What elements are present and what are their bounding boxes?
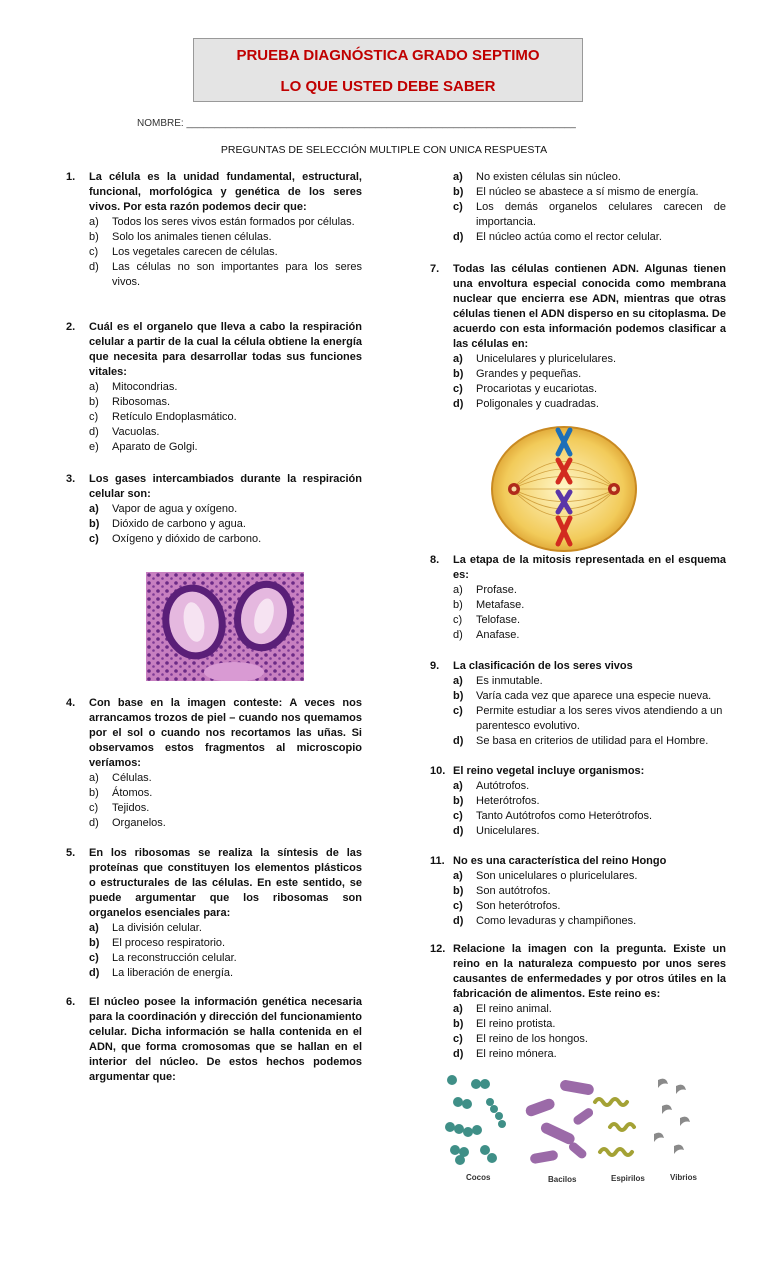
question-6-options xyxy=(430,170,726,245)
label-espirilos: Espirilos xyxy=(611,1174,645,1183)
question-7 xyxy=(430,262,726,412)
question-text: El reino vegetal incluye organismos: xyxy=(453,765,645,777)
option: c) Tejidos. xyxy=(89,802,150,814)
option: a) Vapor de agua y oxígeno. xyxy=(89,503,238,515)
option: d) Organelos. xyxy=(89,817,166,829)
page-subtitle: LO QUE USTED DEBE SABER xyxy=(280,78,496,95)
question-1 xyxy=(66,170,362,290)
option: c) Los vegetales carecen de células. xyxy=(89,246,278,258)
tissue-micrograph-image xyxy=(146,572,304,681)
option: b) Solo los animales tienen células. xyxy=(89,231,272,243)
question-number: 8. xyxy=(430,554,440,566)
option: c) Son heterótrofos. xyxy=(453,900,561,912)
option: b) Grandes y pequeñas. xyxy=(453,368,582,380)
option: b) El reino protista. xyxy=(453,1018,556,1030)
option: d) La liberación de energía. xyxy=(89,967,234,979)
question-number: 12. xyxy=(430,943,446,955)
option: b) Metafase. xyxy=(453,599,525,611)
question-text: La clasificación de los seres vivos xyxy=(453,660,633,672)
question-12 xyxy=(430,942,726,1062)
page-title: PRUEBA DIAGNÓSTICA GRADO SEPTIMO xyxy=(236,47,540,64)
question-number: 3. xyxy=(66,473,76,485)
question-8 xyxy=(430,553,726,643)
option: d) Anafase. xyxy=(453,629,520,641)
question-number: 7. xyxy=(430,263,440,275)
option: a) Autótrofos. xyxy=(453,780,530,792)
option: e) Aparato de Golgi. xyxy=(89,441,198,453)
label-vibrios: Vibrios xyxy=(670,1173,697,1182)
question-text: Cuál es el organelo que lleva a cabo la respiración celular a partir de la cual la célula obtiene la energía que necesita para desarrollar todas sus funciones vitales: xyxy=(89,321,362,378)
label-bacilos: Bacilos xyxy=(548,1175,577,1184)
option: d) Unicelulares. xyxy=(453,825,540,837)
option: c) La reconstrucción celular. xyxy=(89,952,237,964)
question-number: 11. xyxy=(430,855,445,867)
option: d) Vacuolas. xyxy=(89,426,160,438)
question-text: En los ribosomas se realiza la síntesis de las proteínas que constituyen los elementos plásticos o estructurales de las células. En este sentido, se puede argumentar que los ribosomas son organelos esenciales para: xyxy=(89,847,362,919)
option: d) Se basa en criterios de utilidad para el Hombre. xyxy=(453,735,709,747)
option: b) Son autótrofos. xyxy=(453,885,551,897)
question-number: 5. xyxy=(66,847,76,859)
question-6 xyxy=(66,995,362,1085)
option: c) Los demás organelos celulares carecen de importancia. xyxy=(453,201,726,228)
option: c) Telofase. xyxy=(453,614,521,626)
question-number: 1. xyxy=(66,171,76,183)
option: b) El núcleo se abastece a sí mismo de energía. xyxy=(453,186,699,198)
option: c) Tanto Autótrofos como Heterótrofos. xyxy=(453,810,653,822)
option: c) Permite estudiar a los seres vivos atendiendo a un parentesco evolutivo. xyxy=(453,705,723,732)
option: a) Células. xyxy=(89,772,152,784)
question-text: La etapa de la mitosis representada en el esquema es: xyxy=(453,554,726,581)
option: c) Retículo Endoplasmático. xyxy=(89,411,237,423)
option: c) El reino de los hongos. xyxy=(453,1033,588,1045)
question-9 xyxy=(430,659,726,749)
question-number: 6. xyxy=(66,996,76,1008)
option: d) Las células no son importantes para los seres vivos. xyxy=(89,261,362,288)
option: d) El reino mónera. xyxy=(453,1048,557,1060)
question-number: 10. xyxy=(430,765,446,777)
option: b) Dióxido de carbono y agua. xyxy=(89,518,246,530)
question-number: 2. xyxy=(66,321,76,333)
question-text: La célula es la unidad fundamental, estructural, funcional, morfológica y genética de los seres vivos. Por esta razón podemos decir que: xyxy=(89,171,362,213)
label-cocos: Cocos xyxy=(466,1173,491,1182)
question-4 xyxy=(66,696,362,831)
option: b) Heterótrofos. xyxy=(453,795,540,807)
question-text: Todas las células contienen ADN. Algunas tienen una envoltura especial conocida como membrana nuclear que encierra ese ADN, mientras que otras células tienen el ADN disperso en su citoplasma. De acuerdo con esta información podemos clasificar a las células en: xyxy=(453,263,726,350)
option: a) Es inmutable. xyxy=(453,675,543,687)
question-10 xyxy=(430,764,726,839)
option: b) El proceso respiratorio. xyxy=(89,937,226,949)
question-number: 9. xyxy=(430,660,440,672)
name-field: NOMBRE: ______________________________________________________________________ xyxy=(137,118,576,129)
option: b) Varía cada vez que aparece una especie nueva. xyxy=(453,690,712,702)
question-5 xyxy=(66,846,362,981)
question-text: Relacione la imagen con la pregunta. Existe un reino en la naturaleza compuesto por unos seres causantes de enfermedades y por otros útiles en la fabricación de alimentos. Este reino es: xyxy=(453,943,726,1000)
option: a) Mitocondrias. xyxy=(89,381,178,393)
option: b) Átomos. xyxy=(89,787,153,799)
option: a) Todos los seres vivos están formados por células. xyxy=(89,216,355,228)
option: d) Como levaduras y champiñones. xyxy=(453,915,637,927)
option: c) Procariotas y eucariotas. xyxy=(453,383,598,395)
question-3 xyxy=(66,472,362,547)
option: d) El núcleo actúa como el rector celular. xyxy=(453,231,662,243)
option: d) Poligonales y cuadradas. xyxy=(453,398,599,410)
option: a) Unicelulares y pluricelulares. xyxy=(453,353,617,365)
question-2 xyxy=(66,320,362,455)
option: a) El reino animal. xyxy=(453,1003,552,1015)
option: a) Profase. xyxy=(453,584,517,596)
question-text: El núcleo posee la información genética necesaria para la coordinación y dirección del funcionamiento celular. Dicha información se halla contenida en el ADN, que forma cromosomas que se hallan en el interior del núcleo. De estos hechos podemos argumentar que: xyxy=(89,996,362,1083)
option: a) No existen células sin núcleo. xyxy=(453,171,621,183)
option: c) Oxígeno y dióxido de carbono. xyxy=(89,533,262,545)
title-box xyxy=(193,38,583,102)
question-text: Los gases intercambiados durante la respiración celular son: xyxy=(89,473,362,500)
question-text: No es una característica del reino Hongo xyxy=(453,855,667,867)
option: a) La división celular. xyxy=(89,922,202,934)
option: b) Ribosomas. xyxy=(89,396,171,408)
question-number: 4. xyxy=(66,697,76,709)
question-11 xyxy=(430,854,726,929)
option: a) Son unicelulares o pluricelulares. xyxy=(453,870,638,882)
question-text: Con base en la imagen conteste: A veces nos arrancamos trozos de piel – cuando nos quemamos por el sol o cuando nos recortamos las uñas. Si observamos estos fragmentos al microscopio veríamos: xyxy=(89,697,362,769)
mitosis-diagram xyxy=(488,424,640,554)
instructions: PREGUNTAS DE SELECCIÓN MULTIPLE CON UNICA RESPUESTA xyxy=(220,144,548,156)
bacteria-types-diagram xyxy=(440,1072,700,1184)
